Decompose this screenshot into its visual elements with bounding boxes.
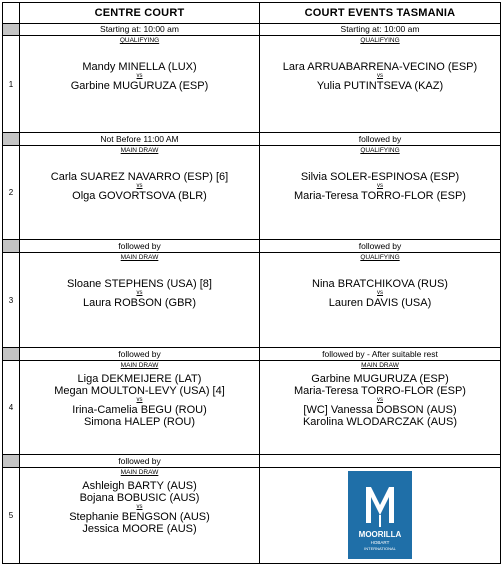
time-left: followed by: [20, 348, 260, 361]
time-row-marker: [3, 133, 20, 146]
time-right: followed by: [260, 133, 501, 146]
draw-label: MAIN DRAW: [120, 362, 159, 369]
player: Maria-Teresa TORRO-FLOR (ESP): [294, 385, 466, 397]
player: Yulia PUTINTSEVA (KAZ): [316, 80, 444, 92]
draw-label: QUALIFYING: [360, 37, 400, 44]
player: Irina-Camelia BEGU (ROU): [72, 404, 207, 416]
player: Nina BRATCHIKOVA (RUS): [312, 278, 448, 290]
row-number: 4: [3, 361, 20, 455]
row-number: 5: [3, 468, 20, 564]
player: Sloane STEPHENS (USA) [8]: [67, 278, 212, 290]
draw-label: MAIN DRAW: [120, 469, 159, 476]
player: Olga GOVORTSOVA (BLR): [72, 190, 207, 202]
vs-label: vs: [377, 397, 383, 403]
match-cell-left: [20, 146, 260, 240]
vs-label: vs: [136, 504, 143, 510]
player: Lara ARRUABARRENA-VECINO (ESP): [282, 61, 478, 73]
player: Bojana BOBUSIC (AUS): [79, 492, 200, 504]
time-row-marker: [3, 348, 20, 361]
player: Jessica MOORE (AUS): [82, 523, 197, 535]
court-header-left: CENTRE COURT: [20, 3, 260, 24]
time-left: followed by: [20, 455, 260, 468]
player: Megan MOULTON-LEVY (USA) [4]: [54, 385, 225, 397]
match-cell-left: [20, 468, 260, 564]
time-right: [260, 455, 501, 468]
vs-label: vs: [136, 290, 143, 296]
row-number: 3: [3, 253, 20, 348]
header-row: [3, 3, 501, 24]
row-number: 2: [3, 146, 20, 240]
match-row-3: [3, 253, 501, 348]
vs-label: vs: [136, 183, 143, 189]
match-cell-left: [20, 36, 260, 133]
player: Mandy MINELLA (LUX): [82, 61, 197, 73]
logo-cell: [260, 468, 501, 564]
draw-label: QUALIFYING: [360, 254, 400, 261]
time-right: followed by - After suitable rest: [260, 348, 501, 361]
time-row-4: [3, 348, 501, 361]
player: Simona HALEP (ROU): [83, 416, 196, 428]
match-cell-right: [260, 146, 501, 240]
time-row-3: [3, 240, 501, 253]
time-row-marker: [3, 24, 20, 36]
time-left: followed by: [20, 240, 260, 253]
time-left: Starting at: 10:00 am: [20, 24, 260, 36]
draw-label: MAIN DRAW: [120, 254, 159, 261]
player: Garbine MUGURUZA (ESP): [311, 373, 449, 385]
player: Maria-Teresa TORRO-FLOR (ESP): [294, 190, 466, 202]
player: Liga DEKMEIJERE (LAT): [77, 373, 202, 385]
time-row-marker: [3, 455, 20, 468]
vs-label: vs: [377, 183, 383, 189]
logo-name: MOORILLA: [358, 530, 402, 539]
draw-label: MAIN DRAW: [361, 362, 399, 369]
draw-label: QUALIFYING: [119, 37, 160, 44]
player: Lauren DAVIS (USA): [328, 297, 432, 309]
draw-label: QUALIFYING: [360, 147, 400, 154]
vs-label: vs: [136, 73, 143, 79]
player: Silvia SOLER-ESPINOSA (ESP): [300, 171, 460, 183]
draw-label: MAIN DRAW: [120, 147, 159, 154]
player: Karolina WLODARCZAK (AUS): [302, 416, 458, 428]
row-number: 1: [3, 36, 20, 133]
header-corner: [3, 3, 20, 24]
match-row-2: [3, 146, 501, 240]
logo-sub1: HOBART: [370, 540, 390, 545]
vs-label: vs: [377, 73, 383, 79]
match-row-5: [3, 468, 501, 564]
time-row-1: [3, 24, 501, 36]
time-left: Not Before 11:00 AM: [20, 133, 260, 146]
match-row-1: [3, 36, 501, 133]
player: Laura ROBSON (GBR): [82, 297, 197, 309]
match-cell-right: [260, 253, 501, 348]
player: [WC] Vanessa DOBSON (AUS): [303, 404, 457, 416]
player: Carla SUAREZ NAVARRO (ESP) [6]: [50, 171, 229, 183]
match-cell-right: [260, 361, 501, 455]
court-header-right: COURT EVENTS TASMANIA: [260, 3, 501, 24]
player: Garbine MUGURUZA (ESP): [70, 80, 209, 92]
time-right: Starting at: 10:00 am: [260, 24, 501, 36]
time-row-2: [3, 133, 501, 146]
time-row-5: [3, 455, 501, 468]
match-cell-left: [20, 253, 260, 348]
time-row-marker: [3, 240, 20, 253]
order-of-play-table: [2, 2, 501, 564]
match-row-4: [3, 361, 501, 455]
player: Ashleigh BARTY (AUS): [82, 480, 197, 492]
match-cell-right: [260, 36, 501, 133]
vs-label: vs: [377, 290, 383, 296]
vs-label: vs: [136, 397, 143, 403]
moorilla-logo: [348, 471, 412, 559]
player: Stephanie BENGSON (AUS): [69, 511, 210, 523]
match-cell-left: [20, 361, 260, 455]
logo-sub2: INTERNATIONAL: [364, 546, 396, 551]
time-right: followed by: [260, 240, 501, 253]
